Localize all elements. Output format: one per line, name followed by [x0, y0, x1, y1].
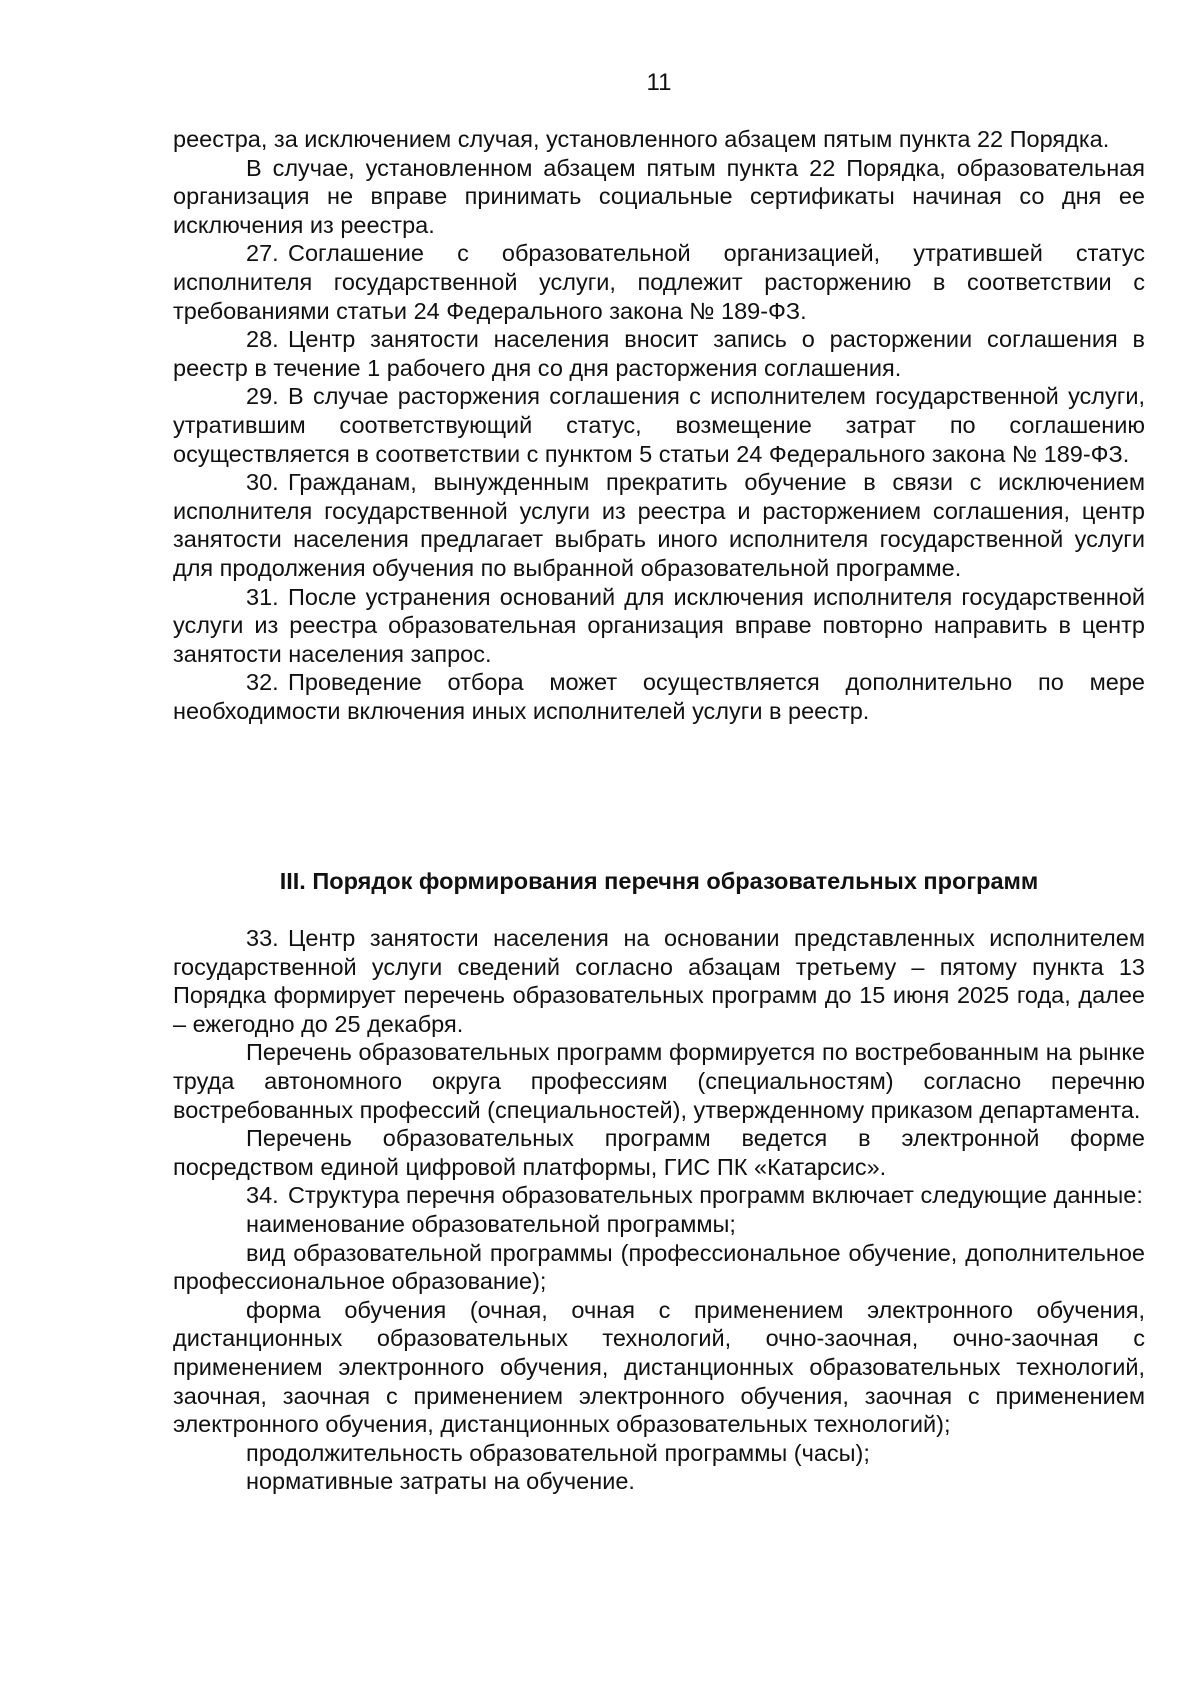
paragraph-text: В случае расторжения соглашения с исполнителем государственной услуги, утратившим соответствующий статус, возмещение затрат по соглашению осуществляется в соответствии с пунктом 5 статьи 24 Федерального закона № 189-ФЗ. — [173, 383, 1145, 467]
paragraph-29 — [173, 382, 1145, 468]
paragraph-number: 34. — [246, 1182, 279, 1209]
paragraph-34 — [173, 1181, 1145, 1210]
section-heading: III. Порядок формирования перечня образовательных программ — [279, 868, 1039, 894]
paragraph — [173, 125, 1145, 154]
paragraph-text: Структура перечня образовательных программ включает следующие данные: — [288, 1182, 1143, 1209]
paragraph-28 — [173, 325, 1145, 382]
paragraph-text: Соглашение с образовательной организацией, утратившей статус исполнителя государственной услуги, подлежит расторжению в соответствии с требованиями статьи 24 Федерального закона № 189-ФЗ. — [173, 240, 1145, 324]
paragraph-number: 32. — [246, 669, 279, 696]
paragraph-text: Перечень образовательных программ формируется по востребованным на рынке труда автономного округа профессиям (специальностям) согласно перечню востребованных профессий (специальностей), утвержденному приказом департамента. — [173, 1039, 1145, 1123]
paragraph-text: Центр занятости населения вносит запись о расторжении соглашения в реестр в течение 1 рабочего дня со дня расторжения соглашения. — [173, 326, 1145, 381]
paragraph-33 — [173, 924, 1145, 1038]
paragraph — [173, 154, 1145, 240]
paragraph-text: В случае, установленном абзацем пятым пункта 22 Порядка, образовательная организация не вправе принимать социальные сертификаты начиная со дня ее исключения из реестра. — [173, 154, 1145, 238]
paragraph-number: 29. — [246, 383, 279, 410]
paragraph-number: 31. — [246, 583, 279, 610]
paragraph-text: форма обучения (очная, очная с применением электронного обучения, дистанционных образовательных технологий, очно-заочная, очно-заочная с применением электронного обучения, дистанционных образовательных технологий, заочная, заочная с применением электронного обучения, заочная с применением электронного обучения, дистанционных образовательных технологий); — [173, 1296, 1145, 1438]
paragraph — [173, 1038, 1145, 1124]
paragraph-text: Центр занятости населения на основании представленных исполнителем государственной услуги сведений согласно абзацам третьему – пятому пункта 13 Порядка формирует перечень образовательных программ до 15 июня 2025 года, далее – ежегодно до 25 декабря. — [173, 925, 1145, 1037]
list-item — [173, 1439, 1145, 1468]
list-item — [173, 1467, 1145, 1496]
paragraphs-bottom — [173, 924, 1145, 1496]
list-item — [173, 1239, 1145, 1296]
list-item — [173, 1210, 1145, 1239]
paragraph-number: 30. — [246, 469, 279, 496]
paragraph-32 — [173, 668, 1145, 725]
paragraph-number: 28. — [246, 326, 279, 353]
paragraph-text: Перечень образовательных программ ведется в электронной форме посредством единой цифровой платформы, ГИС ПК «Катарсис». — [173, 1125, 1145, 1180]
paragraph-text: продолжительность образовательной программы (часы); — [246, 1439, 870, 1466]
paragraph-text: вид образовательной программы (профессиональное обучение, дополнительное профессиональное образование); — [173, 1239, 1145, 1295]
paragraph-31 — [173, 583, 1145, 669]
paragraph-27 — [173, 239, 1145, 325]
paragraph-30 — [173, 468, 1145, 582]
paragraph-text: Гражданам, вынужденным прекратить обучение в связи с исключением исполнителя государственной услуги из реестра и расторжением соглашения, центр занятости населения предлагает выбрать иного исполнителя государственной услуги для продолжения обучения по выбранной образовательной программе. — [173, 469, 1145, 581]
paragraph-text: После устранения оснований для исключения исполнителя государственной услуги из реестра образовательная организация вправе повторно направить в центр занятости населения запрос. — [173, 583, 1145, 667]
paragraph — [173, 1124, 1145, 1181]
paragraph-number: 27. — [246, 240, 279, 267]
list-item — [173, 1296, 1145, 1439]
paragraph-text: Проведение отбора может осуществляется дополнительно по мере необходимости включения иных исполнителей услуги в реестр. — [173, 669, 1145, 724]
paragraph-number: 33. — [246, 925, 279, 951]
paragraph-text: нормативные затраты на обучение. — [246, 1468, 635, 1495]
paragraph-text: наименование образовательной программы; — [246, 1210, 736, 1237]
page-number: 11 — [646, 69, 672, 96]
paragraph-text: реестра, за исключением случая, установленного абзацем пятым пункта 22 Порядка. — [173, 126, 1110, 152]
paragraphs-top — [173, 125, 1145, 725]
